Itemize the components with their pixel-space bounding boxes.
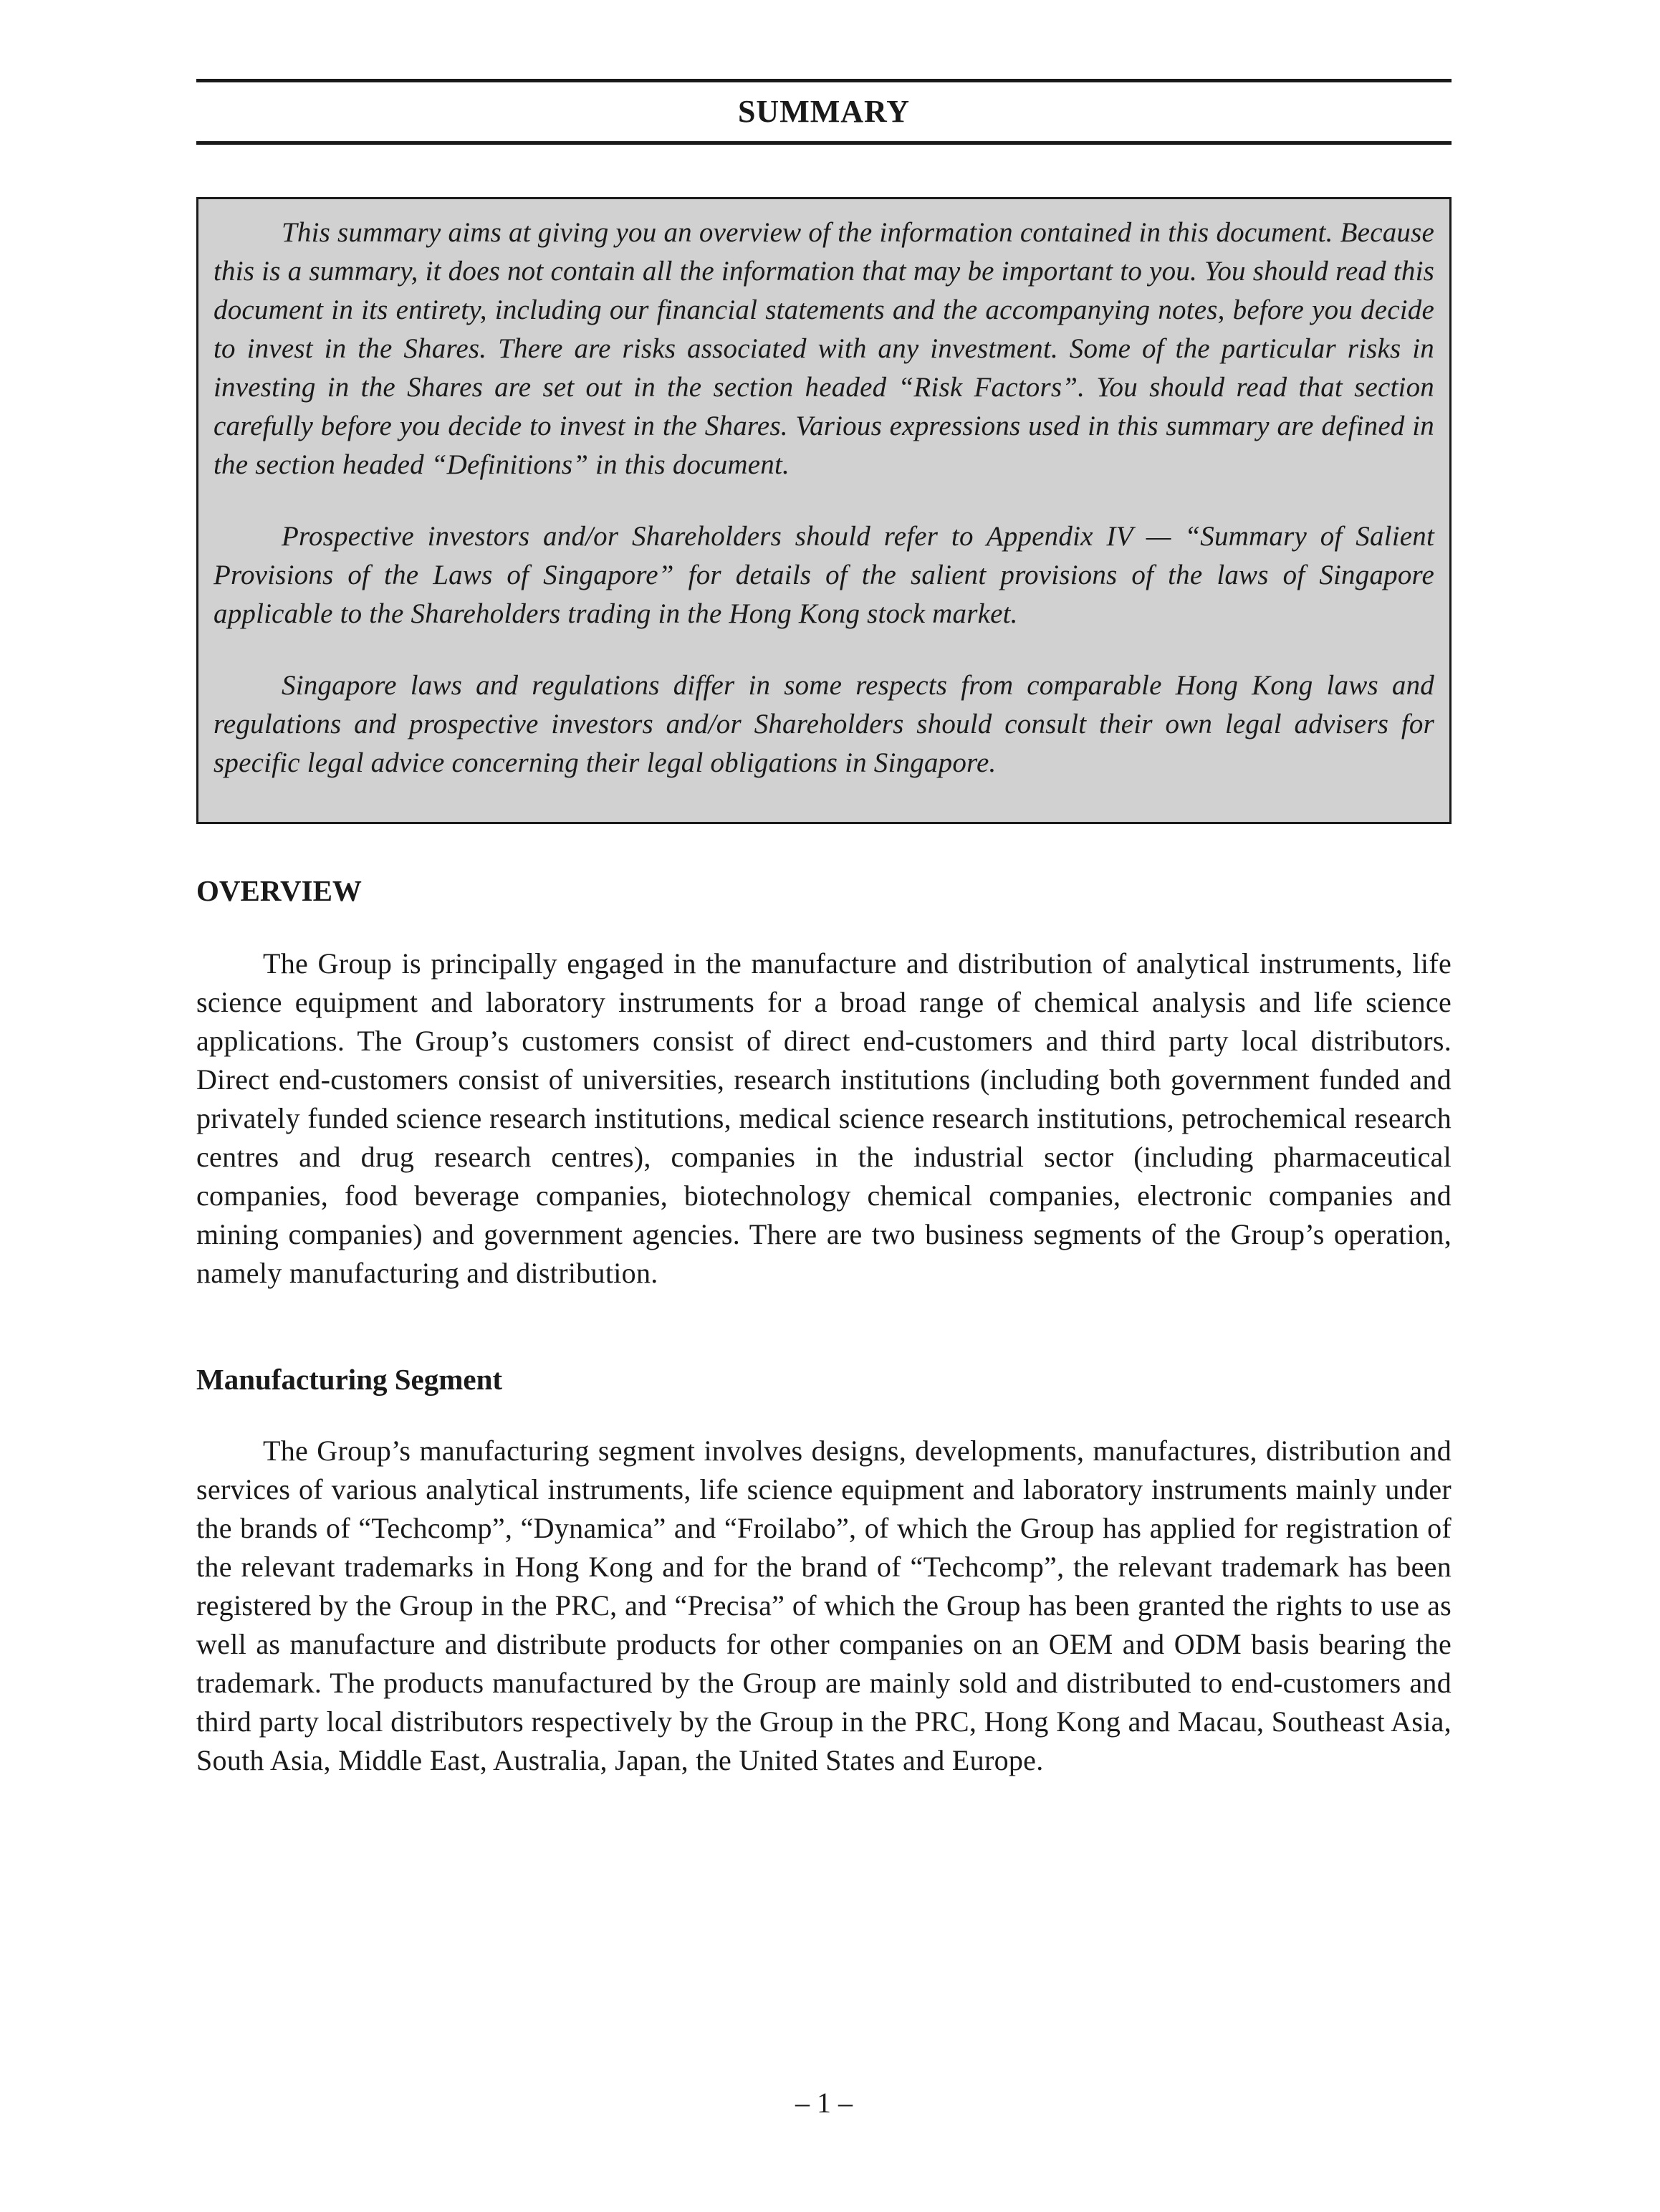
- manufacturing-segment-heading: Manufacturing Segment: [196, 1363, 503, 1396]
- document-page: [196, 0, 1452, 2212]
- overview-paragraph: The Group is principally engaged in the manufacture and distribution of analytical instruments, life science equipment and laboratory instruments for a broad range of chemical analysis and life science applications. The Group’s customers consist of direct end-customers and third party local distributors. Direct end-customers consist of universities, research institutions (including both government funded and privately funded science research institutions, medical science research institutions, petrochemical research centres and drug research centres), companies in the industrial sector (including pharmaceutical companies, food beverage companies, biotechnology chemical companies, electronic companies and mining companies) and government agencies. There are two business segments of the Group’s operation, namely manufacturing and distribution.: [196, 947, 1452, 1289]
- summary-notice-box: [196, 197, 1452, 824]
- notice-paragraph-overview: This summary aims at giving you an overview of the information contained in this document. Because this is a summary, it does not contain all the information that may be important to you. You should read this document in its entirety, including our financial statements and the accompanying notes, before you decide to invest in the Shares. There are risks associated with any investment. Some of the particular risks in investing in the Shares are set out in the section headed “Risk Factors”. You should read that section carefully before you decide to invest in the Shares. Various expressions used in this summary are defined in the section headed “Definitions” in this document.: [214, 217, 1434, 480]
- page-number: – 1 –: [795, 2087, 853, 2119]
- manufacturing-segment-paragraph: The Group’s manufacturing segment involves designs, developments, manufactures, distribution and services of various analytical instruments, life science equipment and laboratory instruments mainly under the brands of “Techcomp”, “Dynamica” and “Froilabo”, of which the Group has applied for registration of the relevant trademarks in Hong Kong and for the brand of “Techcomp”, the relevant trademark has been registered by the Group in the PRC, and “Precisa” of which the Group has been granted the rights to use as well as manufacture and distribute products for other companies on an OEM and ODM basis bearing the trademark. The products manufactured by the Group are mainly sold and distributed to end-customers and third party local distributors respectively by the Group in the PRC, Hong Kong and Macau, Southeast Asia, South Asia, Middle East, Australia, Japan, the United States and Europe.: [196, 1435, 1452, 1776]
- notice-paragraph-singapore-laws: Singapore laws and regulations differ in some respects from comparable Hong Kong laws and regulations and prospective investors and/or Shareholders should consult their own legal advisers for specific legal advice concerning their legal obligations in Singapore.: [214, 670, 1434, 778]
- overview-heading: OVERVIEW: [196, 874, 362, 907]
- page-header: [196, 79, 1452, 145]
- page-title: SUMMARY: [737, 94, 911, 129]
- notice-paragraph-appendix: Prospective investors and/or Shareholders should refer to Appendix IV — “Summary of Salient Provisions of the Laws of Singapore” for details of the salient provisions of the laws of Singapore applicable to the Shareholders trading in the Hong Kong stock market.: [214, 521, 1434, 629]
